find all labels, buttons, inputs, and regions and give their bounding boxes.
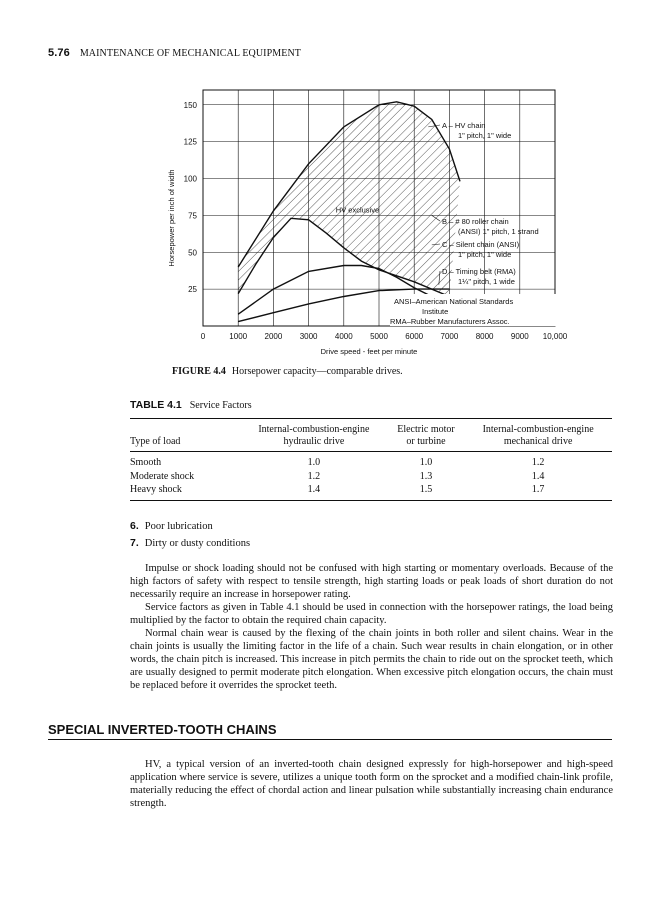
body-text [130, 562, 613, 692]
table-cell: 1.4 [531, 470, 545, 482]
table-cell: 1.7 [531, 484, 545, 495]
list-item: 6. Poor lubrication [130, 520, 213, 532]
paragraph: Impulse or shock loading should not be confused with high starting or momentary overloads. Because of the high factors of safety with respect to tensile strength, high starting loads or peak loads of short duration do not necessarily require an increase in horsepower rating. [130, 563, 613, 600]
x-tick-label: 1000 [229, 332, 248, 341]
table-header-type: Type of load [130, 436, 181, 447]
hv-exclusive-region [238, 102, 460, 297]
x-tick-label: 0 [200, 332, 206, 341]
y-tick-label: 25 [188, 285, 197, 295]
legend-entry-line1: D – Timing belt (RMA) [442, 267, 516, 276]
x-axis-label: Drive speed - feet per minute [320, 347, 418, 356]
table-row [130, 470, 612, 484]
abbrev-rma: RMA–Rubber Manufacturers Assoc. [390, 317, 510, 326]
y-tick-label: 100 [183, 174, 197, 184]
table-cell: 1.5 [419, 484, 433, 495]
y-axis-label: Horsepower per inch of width [167, 169, 176, 267]
figure-label: FIGURE 4.4 [172, 366, 226, 377]
table-cell: 1.0 [419, 457, 433, 468]
list-item: 7. Dirty or dusty conditions [130, 537, 251, 549]
table-row [130, 483, 612, 500]
abbrev-ansi: ANSI–American National Standards [394, 297, 514, 306]
figure-caption [172, 366, 403, 377]
legend-entry-line2: 1" pitch, 1" wide [458, 131, 512, 140]
running-head [48, 47, 301, 59]
x-tick-label: 5000 [370, 332, 388, 341]
figure-caption-text: Horsepower capacity—comparable drives. [231, 366, 403, 377]
paragraph: Service factors as given in Table 4.1 should be used in connection with the horsepower ratings, the load being multiplied by the factor to obtain the required chain capacity. [130, 602, 613, 626]
table-header-mechanical: Internal-combustion-engine mechanical drive [482, 424, 594, 447]
chart-svg [160, 78, 590, 368]
section-paragraph: HV, a typical version of an inverted-tooth chain designed expressly for high-horsepower and high-speed application where service is severe, utilizes a unique tooth form on the sprocket and a modified chain-link profile, materially reducing the effect of chordal action and linear pulsation while substantially increasing chain endurance strength. [130, 759, 613, 809]
x-tick-label: 2000 [264, 332, 283, 341]
table-cell: 1.0 [307, 457, 321, 468]
table-title: Service Factors [189, 400, 252, 411]
legend-entry-line1: C – Silent chain (ANSI) [442, 240, 520, 249]
table-cell: Smooth [130, 457, 162, 468]
legend-entry-line2: (ANSI) 1" pitch, 1 strand [458, 227, 539, 236]
legend-entry-line1: B – # 80 roller chain [442, 217, 509, 226]
abbrev-ansi-cont: Institute [422, 307, 449, 316]
running-title: MAINTENANCE OF MECHANICAL EQUIPMENT [79, 48, 301, 59]
x-tick-label: 4000 [334, 332, 353, 341]
annotation-hv-exclusive: HV exclusive [335, 205, 380, 215]
table-cell: 1.3 [419, 470, 433, 482]
x-tick-label: 10,000 [542, 332, 568, 341]
table-caption [130, 399, 252, 411]
table-header-electric: Electric motor or turbine [397, 424, 455, 447]
x-tick-label: 9000 [510, 332, 529, 341]
paragraph: Normal chain wear is caused by the flexing of the chain joints in both roller and silent chains. Wear in the chain joints is usually the limiting factor in the life of a chain. Such wear results in chain elongation, or in other words, the chain pitch is increased. This increase in pitch permits the chain to ride out on the sprocket teeth, which are usually designed to permit moderate pitch elongation. When excessive pitch elongation occurs, the chain must be replaced before it overrides the sprocket teeth. [130, 628, 613, 691]
x-tick-label: 3000 [299, 332, 318, 341]
x-tick-label: 8000 [475, 332, 494, 341]
table-cell: 1.2 [307, 470, 321, 482]
page-number: 5.76 [48, 47, 70, 59]
y-tick-label: 125 [183, 137, 197, 147]
table-cell: 1.4 [307, 484, 321, 495]
y-tick-label: 75 [188, 211, 197, 221]
numbered-list [130, 518, 250, 552]
legend-entry-line1: A – HV chain [442, 121, 486, 130]
x-tick-label: 6000 [405, 332, 424, 341]
table-row [130, 452, 612, 470]
section-heading: SPECIAL INVERTED-TOOTH CHAINS [48, 722, 612, 740]
table-cell: Moderate shock [130, 470, 195, 482]
table-label: TABLE 4.1 [130, 399, 182, 411]
figure-horsepower-chart [160, 78, 590, 368]
table-header-hydraulic: Internal-combustion-engine hydraulic drive [258, 424, 370, 447]
table-header-row [130, 419, 612, 452]
legend-entry-line2: 1" pitch, 1" wide [458, 250, 512, 259]
table-cell: Heavy shock [130, 484, 182, 495]
table-cell: 1.2 [531, 457, 545, 468]
service-factors-table [130, 418, 612, 501]
y-tick-label: 150 [183, 100, 197, 110]
legend-entry-line2: 1¼" pitch, 1 wide [458, 277, 515, 286]
x-tick-label: 7000 [440, 332, 459, 341]
y-tick-label: 50 [188, 248, 197, 258]
